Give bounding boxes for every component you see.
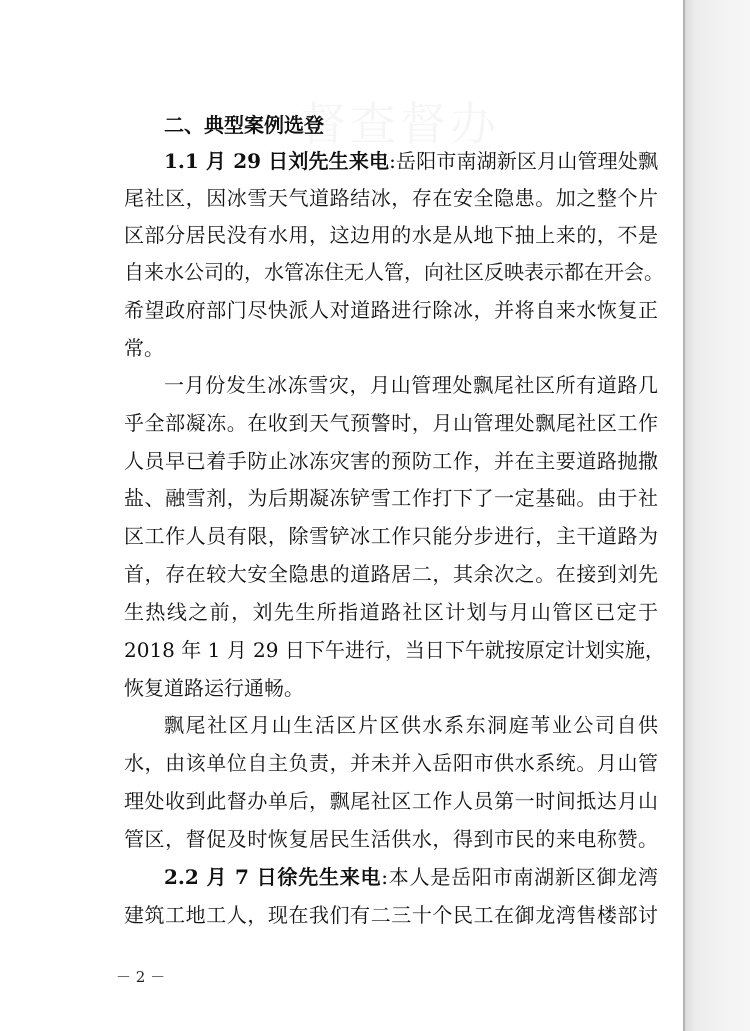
paragraph3-line: 理处收到此督办单后，飘尾社区工作人员第一时间抵达月山 — [124, 789, 658, 813]
case1-line: 自来水公司的，水管冻住无人管，向社区反映表示都在开会。 — [124, 260, 664, 284]
paragraph2-line: 一月份发生冰冻雪灾，月山管理处飘尾社区所有道路几 — [164, 373, 658, 397]
paragraph2-line: 生热线之前，刘先生所指道路社区计划与月山管区已定于 — [124, 600, 658, 624]
case1-line: 希望政府部门尽快派人对道路进行除冰，并将自来水恢复正 — [124, 298, 658, 322]
case2-first-line — [164, 865, 658, 889]
paragraph2-line: 首，存在较大安全隐患的道路居二，其余次之。在接到刘先 — [124, 562, 658, 586]
case2-heading: 2.2 月 7 日徐先生来电 — [164, 865, 382, 889]
case1-line: 区部分居民没有水用，这边用的水是从地下抽上来的，不是 — [124, 223, 658, 247]
case1-line: 常。 — [124, 336, 164, 360]
paragraph2-line: 区工作人员有限，除雪铲冰工作只能分步进行，主干道路为 — [124, 524, 658, 548]
scanner-page-edge — [683, 0, 750, 1031]
case2-line1-rest: :本人是岳阳市南湖新区御龙湾 — [381, 865, 658, 889]
faint-watermark — [300, 88, 500, 154]
paragraph3-line: 管区，督促及时恢复居民生活供水，得到市民的来电称赞。 — [124, 827, 658, 851]
section-title: 二、典型案例选登 — [164, 113, 324, 137]
case1-line: 尾社区，因冰雪天气道路结冰，存在安全隐患。加之整个片 — [124, 186, 658, 210]
paragraph2-line: 人员早已着手防止冰冻灾害的预防工作，并在主要道路抛撒 — [124, 449, 658, 473]
scanner-page-edge-line — [683, 0, 685, 1031]
page-number: － 2 － — [116, 968, 166, 986]
case1-line1-rest: :岳阳市南湖新区月山管理处飘 — [389, 149, 658, 173]
paragraph2-line: 盐、融雪剂，为后期凝冻铲雪工作打下了一定基础。由于社 — [124, 486, 658, 510]
case1-heading: 1.1 月 29 日刘先生来电 — [164, 149, 390, 173]
case2-line: 建筑工地工人，现在我们有二三十个民工在御龙湾售楼部讨 — [124, 903, 658, 927]
paragraph2-line: 2018 年 1 月 29 日下午进行，当日下午就按原定计划实施， — [124, 638, 665, 662]
case1-first-line — [164, 149, 658, 173]
paragraph3-line: 飘尾社区月山生活区片区供水系东洞庭苇业公司自供 — [164, 713, 658, 737]
paragraph2-line: 乎全部凝冻。在收到天气预警时，月山管理处飘尾社区工作 — [124, 411, 658, 435]
paragraph3-line: 水，由该单位自主负责，并未并入岳阳市供水系统。月山管 — [124, 751, 658, 775]
paragraph2-line: 恢复道路运行通畅。 — [124, 676, 304, 700]
